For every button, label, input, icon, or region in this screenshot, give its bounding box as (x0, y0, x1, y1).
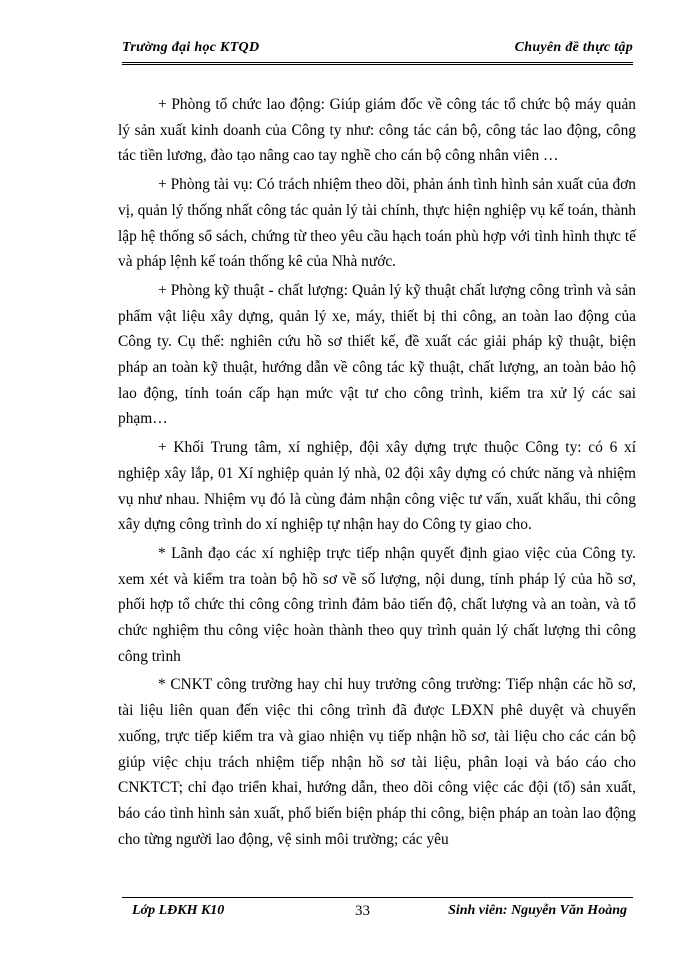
paragraph-tai-vu: + Phòng tài vụ: Có trách nhiệm theo dõi, phản ánh tình hình sản xuất của đơn vị, quản lý thống nhất công tác quản lý tài chính, thực hiện nghiệp vụ kế toán, thành lập hệ thống sổ sách, chứng từ theo yêu cầu hạch toán phù hợp với tình hình thực tế và pháp lệnh kế toán thống kê của Nhà nước. (118, 176, 636, 271)
paragraph-lanh-dao-xi-nghiep: * Lãnh đạo các xí nghiệp trực tiếp nhận quyết định giao việc của Công ty. xem xét và kiểm tra toàn bộ hồ sơ về số lượng, nội dung, tính pháp lý của hồ sơ, phối hợp tổ chức thi công công trình đảm bảo tiến độ, chất lượng và an toàn, và tổ chức nghiệm thu công việc hoàn thành theo quy trình quản lý chất lượng thi công công trình (118, 544, 636, 665)
page-number: 33 (355, 903, 370, 919)
header-school: Trường đại học KTQD (122, 40, 260, 55)
paragraph-cnkt-cong-truong: * CNKT công trường hay chỉ huy trưởng công trường: Tiếp nhận các hồ sơ, tài liệu liên quan đến việc thi công trình đã được LĐXN phê duyệt và chuyển xuống, trực tiếp kiểm tra và giao nhiện vụ tiếp nhận hồ sơ, tài liệu cho các cán bộ giúp việc chịu trách nhiệm tiếp nhận hồ sơ tài liệu, phân loại và báo cáo cho CNKTCT; chỉ đạo triển khai, hướng dẫn, theo dõi công việc các đội (tổ) sản xuất, báo cáo tình hình sản xuất, phổ biến biện pháp thi công, biện pháp an toàn lao động cho từng người lao động, vệ sinh môi trường; các yêu (118, 676, 636, 848)
page-footer (122, 897, 633, 922)
header-title: Chuyên đề thực tập (514, 40, 633, 55)
document-body (118, 92, 636, 855)
page-header (122, 40, 633, 65)
paragraph-to-chuc-lao-dong: + Phòng tổ chức lao động: Giúp giám đốc về công tác tổ chức bộ máy quản lý sản xuất kinh doanh của Công ty như: công tác cán bộ, công tác lao động, công tác tiền lương, đào tạo nâng cao tay nghề cho cán bộ công nhân viên … (118, 96, 636, 165)
paragraph-khoi-trung-tam: + Khối Trung tâm, xí nghiệp, đội xây dựng trực thuộc Công ty: có 6 xí nghiệp xây lắp, 01 Xí nghiệp quản lý nhà, 02 đội xây dựng có chức năng và nhiệm vụ như nhau. Nhiệm vụ đó là cùng đảm nhận công việc tư vấn, xuất khẩu, thi công xây dựng công trình do xí nghiệp tự nhận hay do Công ty giao cho. (118, 439, 636, 534)
footer-student: Sinh viên: Nguyễn Văn Hoàng (448, 903, 627, 918)
paragraph-ky-thuat-chat-luong: + Phòng kỹ thuật - chất lượng: Quản lý kỹ thuật chất lượng công trình và sản phẩm vật liệu xây dựng, quản lý xe, máy, thiết bị thi công, an toàn lao động của Công ty. Cụ thể: nghiên cứu hồ sơ thiết kế, đề xuất các giải pháp kỹ thuật, biện pháp an toàn kỹ thuật, hướng dẫn về công tác kỹ thuật, chất lượng, an toàn bảo hộ lao động, tính toán cấp hạn mức vật tư cho công trình, kiểm tra xử lý các sai phạm… (118, 281, 636, 428)
footer-class: Lớp LĐKH K10 (132, 903, 225, 918)
